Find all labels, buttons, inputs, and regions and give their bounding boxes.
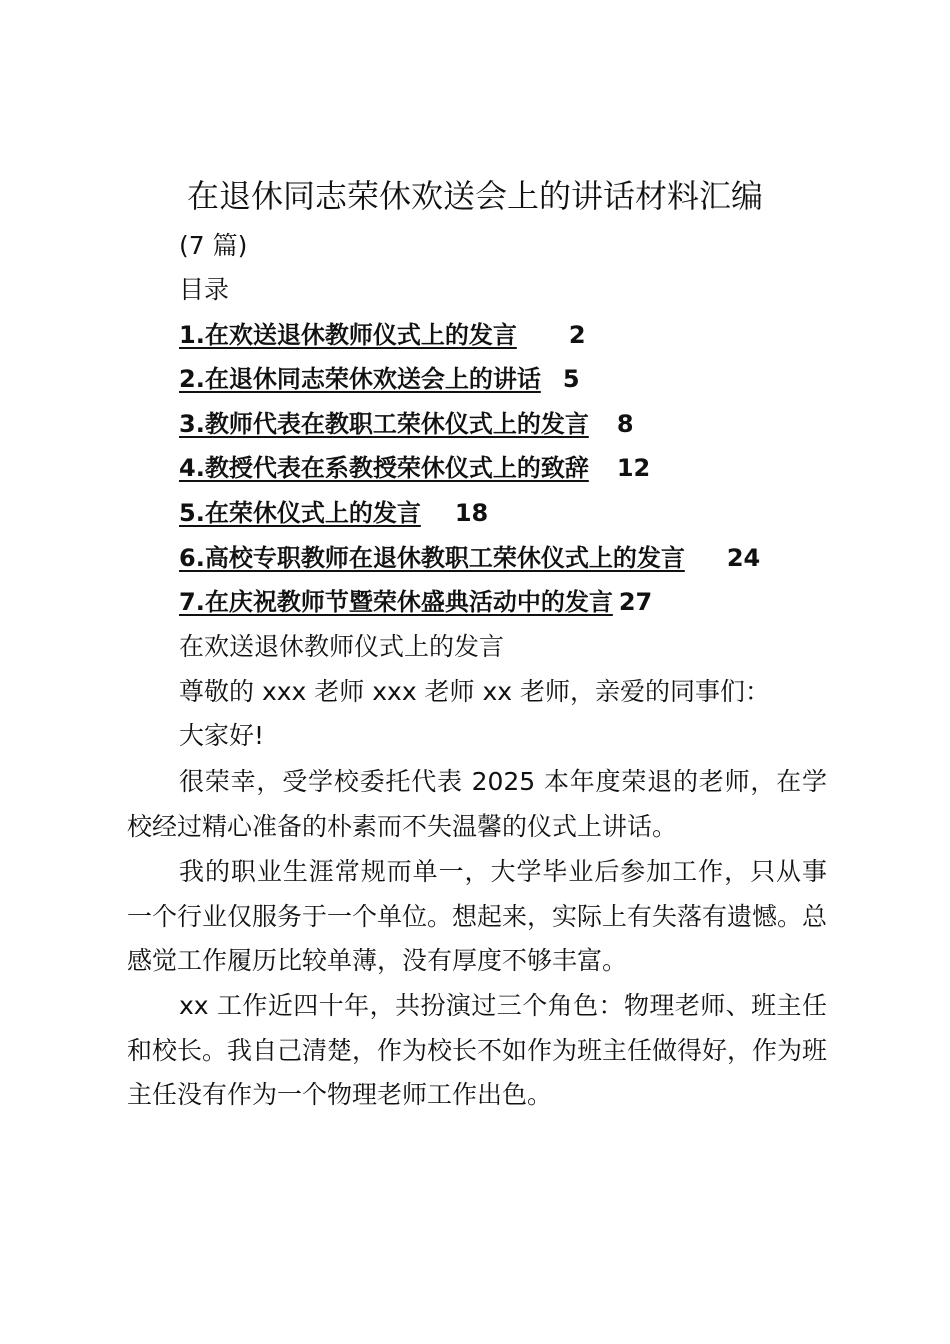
toc-item-page: 8 <box>616 410 634 438</box>
toc-item-3[interactable] <box>179 406 634 442</box>
salutation: 尊敬的 xxx 老师 xxx 老师 xx 老师，亲爱的同事们： <box>179 677 771 706</box>
toc-item-page: 2 <box>568 321 586 349</box>
toc-item-text: 5.在荣休仪式上的发言 <box>179 499 421 527</box>
toc-item-7[interactable] <box>179 584 652 620</box>
greeting: 大家好! <box>179 721 265 750</box>
toc-item-page: 24 <box>726 544 761 572</box>
toc-item-text: 3.教师代表在教职工荣休仪式上的发言 <box>179 410 589 438</box>
document-title: 在退休同志荣休欢送会上的讲话材料汇编 <box>186 177 763 215</box>
toc-item-2[interactable] <box>179 361 580 397</box>
count-note: (7 篇) <box>179 231 248 260</box>
toc-item-page: 12 <box>616 454 651 482</box>
toc-heading: 目录 <box>179 275 230 304</box>
body-paragraph-2: 我的职业生涯常规而单一，大学毕业后参加工作，只从事一个行业仅服务于一个单位。想起来，实际上有失落有遗憾。总感觉工作履历比较单薄，没有厚度不够丰富。 <box>127 857 828 976</box>
toc-item-page: 5 <box>562 365 580 393</box>
toc-item-6[interactable] <box>179 540 760 576</box>
toc-item-5[interactable] <box>179 495 488 531</box>
toc-item-page: 18 <box>454 499 489 527</box>
toc-item-text: 2.在退休同志荣休欢送会上的讲话 <box>179 365 541 393</box>
toc-item-text: 7.在庆祝教师节暨荣休盛典活动中的发言 <box>179 588 613 616</box>
toc-item-4[interactable] <box>179 450 650 486</box>
toc-item-page: 27 <box>618 588 653 616</box>
toc-item-1[interactable] <box>179 317 586 353</box>
body-paragraph-3: xx 工作近四十年，共扮演过三个角色：物理老师、班主任和校长。我自己清楚，作为校长不如作为班主任做得好，作为班主任没有作为一个物理老师工作出色。 <box>127 991 828 1110</box>
toc-item-text: 6.高校专职教师在退休教职工荣休仪式上的发言 <box>179 544 685 572</box>
toc-item-text: 4.教授代表在系教授荣休仪式上的致辞 <box>179 454 589 482</box>
body-paragraph-1: 很荣幸，受学校委托代表 2025 本年度荣退的老师，在学校经过精心准备的朴素而不失温馨的仪式上讲话。 <box>127 767 827 841</box>
section-title: 在欢送退休教师仪式上的发言 <box>179 632 505 661</box>
toc-item-text: 1.在欢送退休教师仪式上的发言 <box>179 321 517 349</box>
